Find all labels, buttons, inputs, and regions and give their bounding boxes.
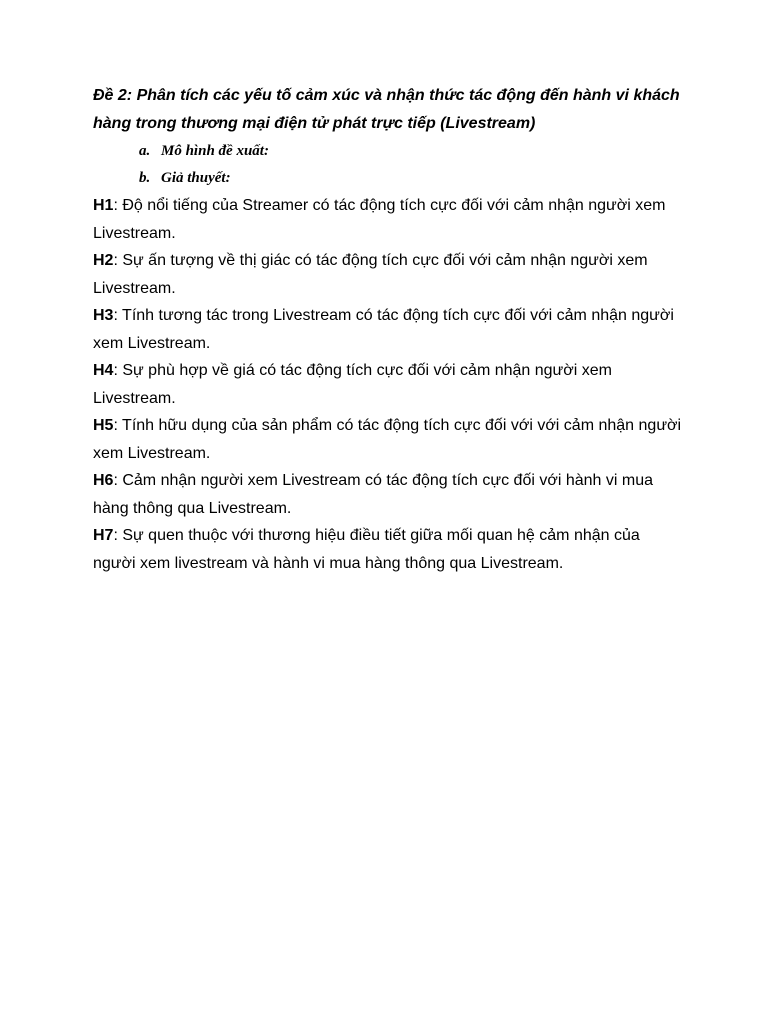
hypothesis-h5 xyxy=(93,412,683,467)
hypothesis-text: : Sự quen thuộc với thương hiệu điều tiết giữa mối quan hệ cảm nhận của người xem livestream và hành vi mua hàng thông qua Livestream. xyxy=(93,527,640,572)
hypothesis-text: : Sự ấn tượng về thị giác có tác động tích cực đối với cảm nhận người xem Livestream. xyxy=(93,252,648,297)
document-title: Đề 2: Phân tích các yếu tố cảm xúc và nhận thức tác động đến hành vi khách hàng trong thương mại điện tử phát trực tiếp (Livestream) xyxy=(93,87,680,132)
section-item-hypotheses xyxy=(93,165,683,192)
hypothesis-text: : Tính tương tác trong Livestream có tác động tích cực đối với cảm nhận người xem Livestream. xyxy=(93,307,674,352)
hypothesis-h2 xyxy=(93,247,683,302)
hypothesis-text: : Cảm nhận người xem Livestream có tác động tích cực đối với hành vi mua hàng thông qua Livestream. xyxy=(93,472,653,517)
hypothesis-text: : Sự phù hợp về giá có tác động tích cực đối với cảm nhận người xem Livestream. xyxy=(93,362,612,407)
hypothesis-text: : Tính hữu dụng của sản phẩm có tác động tích cực đối với với cảm nhận người xem Livestream. xyxy=(93,417,682,462)
hypothesis-code: H6 xyxy=(93,472,114,489)
section-item-model xyxy=(93,138,683,165)
section-marker: a. xyxy=(139,143,151,159)
hypothesis-code: H5 xyxy=(93,417,114,434)
hypothesis-h7 xyxy=(93,522,683,577)
hypothesis-h4 xyxy=(93,357,683,412)
hypothesis-h1 xyxy=(93,192,683,247)
hypothesis-code: H7 xyxy=(93,527,114,544)
hypothesis-code: H1 xyxy=(93,197,114,214)
section-marker: b. xyxy=(139,170,151,186)
section-label: Giả thuyết: xyxy=(161,170,231,186)
document-page xyxy=(93,82,683,577)
hypothesis-code: H3 xyxy=(93,307,114,324)
section-list xyxy=(93,138,683,192)
hypothesis-code: H2 xyxy=(93,252,114,269)
hypothesis-text: : Độ nổi tiếng của Streamer có tác động tích cực đối với cảm nhận người xem Livestream. xyxy=(93,197,666,242)
hypothesis-h3 xyxy=(93,302,683,357)
hypothesis-code: H4 xyxy=(93,362,114,379)
section-label: Mô hình đề xuất: xyxy=(161,143,269,159)
hypothesis-h6 xyxy=(93,467,683,522)
